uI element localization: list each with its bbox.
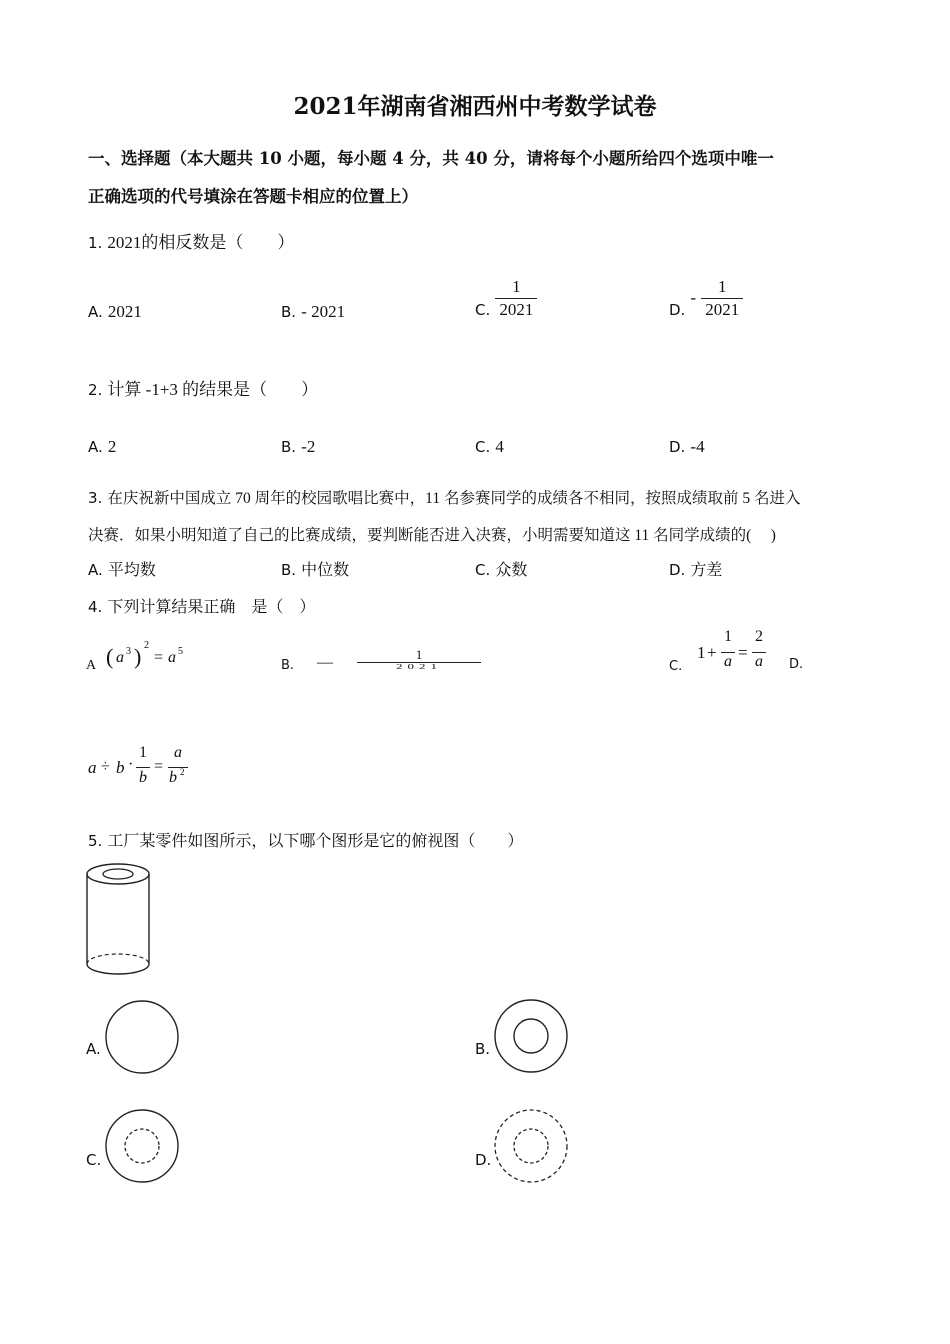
question-3 — [88, 486, 800, 508]
denominator-2: a — [755, 653, 763, 670]
base: a — [116, 649, 124, 666]
hollow-cylinder-figure — [80, 858, 160, 983]
q3-option-b[interactable] — [281, 557, 349, 580]
numerator-1: 1 — [724, 628, 732, 645]
option-label: B. — [281, 303, 297, 321]
q5-option-b-label[interactable]: B. — [475, 1040, 491, 1058]
q2-option-d[interactable] — [669, 437, 705, 457]
question-stem: 2021的相反数是（ ） — [107, 233, 295, 252]
q5-option-d-label[interactable]: D. — [475, 1151, 492, 1169]
dash: — — [317, 654, 333, 671]
q5-option-a-label[interactable]: A. — [86, 1040, 101, 1058]
option-text: 平均数 — [107, 562, 156, 579]
question-4 — [88, 594, 315, 617]
question-1 — [88, 228, 294, 253]
numerator: 1 — [701, 276, 743, 299]
option-text: - 2021 — [301, 302, 346, 321]
question-number: 2. — [88, 381, 103, 399]
var-a: a — [88, 758, 97, 777]
numerator: 1 — [415, 647, 423, 662]
q4-option-c[interactable] — [669, 628, 779, 678]
option-label: B. — [281, 438, 297, 456]
option-label: C. — [475, 301, 491, 319]
minus-sign: - — [690, 288, 697, 307]
question-stem: 工厂某零件如图所示，以下哪个图形是它的俯视图（ ） — [107, 833, 524, 850]
option-label: C. — [475, 561, 491, 579]
plus: + — [707, 643, 717, 662]
page-title: 2021年湖南省湘西州中考数学试卷 — [293, 93, 657, 120]
q5-option-a-figure[interactable] — [104, 1000, 182, 1078]
one: 1 — [697, 643, 706, 662]
question-3-cont — [88, 523, 776, 545]
q2-option-c[interactable] — [475, 437, 504, 457]
denominator-exponent: 2 — [180, 767, 185, 777]
question-number: 3. — [88, 489, 103, 507]
q4-option-a[interactable] — [86, 638, 216, 678]
numerator-2: 2 — [755, 628, 763, 645]
result-base: a — [168, 649, 176, 666]
q5-option-d-figure[interactable] — [493, 1110, 571, 1188]
q2-option-a[interactable] — [88, 437, 116, 457]
dot: · — [128, 756, 134, 773]
q2-option-b[interactable] — [281, 437, 315, 457]
q1-option-d[interactable] — [669, 276, 743, 321]
question-5 — [88, 828, 523, 851]
question-number: 1. — [88, 234, 103, 252]
option-label: A. — [88, 303, 103, 321]
q3-option-c[interactable] — [475, 557, 527, 580]
q5-option-b-figure[interactable] — [493, 1000, 571, 1078]
numerator-2: a — [174, 744, 182, 761]
question-stem: 计算 -1+3 的结果是（ ） — [107, 380, 319, 399]
q1-option-b[interactable] — [281, 302, 345, 322]
question-stem-line1: 在庆祝新中国成立 70 周年的校园歌唱比赛中，11 名参赛同学的成绩各不相同，按照成绩取前 5 名进入 — [107, 490, 801, 507]
fraction-bar — [136, 767, 150, 768]
option-label: D. — [669, 561, 686, 579]
option-label: C. — [475, 438, 491, 456]
option-label: B. — [281, 658, 295, 673]
option-text: 众数 — [495, 562, 528, 579]
denominator-2: b — [169, 769, 177, 786]
denominator-1: a — [724, 653, 732, 670]
denominator: 2021 — [499, 300, 534, 319]
option-text: 方差 — [690, 562, 723, 579]
numerator-1: 1 — [139, 744, 147, 761]
equals: = — [154, 649, 164, 666]
denominator: 2021 — [396, 662, 442, 671]
option-text: -4 — [690, 437, 705, 456]
denominator-1: b — [139, 769, 147, 786]
paren-open: ( — [106, 644, 114, 669]
question-stem-line2: 决赛．如果小明知道了自己的比赛成绩，要判断能否进入决赛，小明需要知道这 11 名同学成绩的( ) — [88, 527, 776, 544]
option-text: 中位数 — [301, 562, 350, 579]
option-text: 4 — [495, 437, 504, 456]
equals: = — [154, 758, 164, 775]
q1-option-a[interactable] — [88, 302, 142, 322]
divide: ÷ — [101, 758, 110, 775]
question-2 — [88, 375, 318, 400]
section-header-line2: 正确选项的代号填涂在答题卡相应的位置上） — [88, 187, 418, 206]
option-label: D. — [669, 301, 686, 319]
option-label: B. — [281, 561, 297, 579]
var-b: b — [116, 758, 125, 777]
fraction-bar — [168, 767, 188, 768]
q5-option-c-label[interactable]: C. — [86, 1151, 102, 1169]
question-number: 4. — [88, 598, 103, 616]
option-label: A. — [88, 561, 103, 579]
q3-option-a[interactable] — [88, 557, 156, 580]
option-text: 2 — [107, 437, 117, 456]
option-label: C. — [669, 659, 683, 674]
q4-option-d-label[interactable]: D. — [789, 657, 804, 672]
inner-exponent: 3 — [126, 646, 131, 657]
q4-option-d-expression — [88, 742, 198, 794]
question-number: 5. — [88, 832, 103, 850]
numerator: 1 — [495, 276, 537, 299]
option-label: A — [86, 658, 97, 673]
fraction — [495, 276, 537, 321]
denominator: 2021 — [705, 300, 740, 319]
section-header-line1: 一、选择题（本大题共 10 小题，每小题 4 分，共 40 分，请将每个小题所给四个选项中唯一 — [88, 149, 774, 168]
outer-exponent: 2 — [144, 640, 149, 651]
q4-option-b[interactable] — [281, 648, 491, 684]
q1-option-c[interactable] — [475, 276, 537, 321]
option-label: A. — [88, 438, 103, 456]
result-exponent: 5 — [178, 646, 183, 657]
equals: = — [738, 643, 748, 662]
paren-close: ) — [134, 644, 142, 669]
option-text: 2021 — [107, 302, 142, 321]
option-label: D. — [669, 438, 686, 456]
q3-option-d[interactable] — [669, 557, 722, 580]
question-stem: 下列计算结果正确 是（ ） — [107, 599, 316, 616]
fraction — [701, 276, 743, 321]
option-text: -2 — [301, 437, 316, 456]
q5-option-c-figure[interactable] — [104, 1110, 182, 1188]
